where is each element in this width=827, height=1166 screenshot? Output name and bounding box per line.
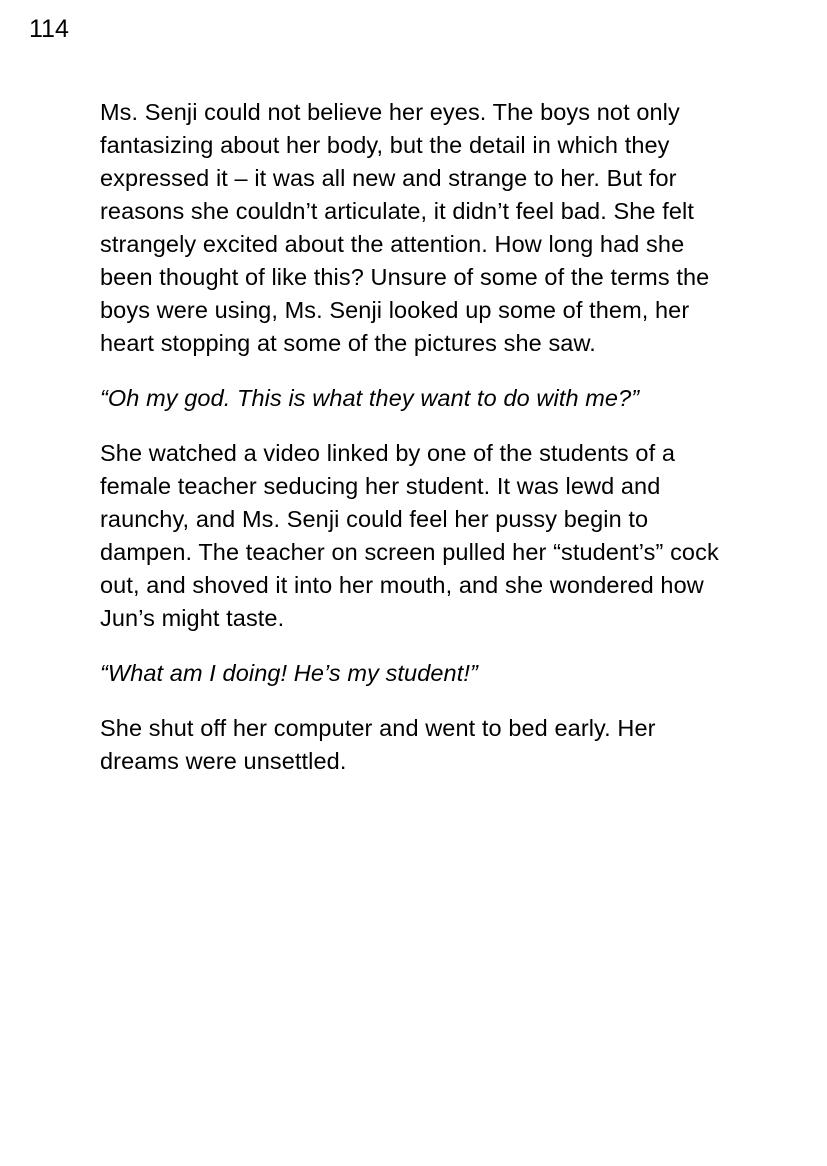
paragraph: Ms. Senji could not believe her eyes. The boys not only fantasizing about her body, but the detail in which they expressed it – it was all new and strange to her. But for reasons she couldn’t articulate, it didn’t feel bad. She felt strangely excited about the attention. How long had she been thought of like this? Unsure of some of the terms the boys were using, Ms. Senji looked up some of them, her heart stopping at some of the pictures she saw. <box>100 99 710 356</box>
paragraph: She watched a video linked by one of the students of a female teacher seducing her student. It was lewd and raunchy, and Ms. Senji could feel her pussy begin to dampen. The teacher on screen pulled her “student’s” cock out, and shoved it into her mouth, and she wondered how Jun’s might taste. <box>100 440 719 631</box>
paragraph-quote: “Oh my god. This is what they want to do with me?” <box>100 385 640 411</box>
page-number: 114 <box>29 15 69 43</box>
paragraph: She shut off her computer and went to bed early. Her dreams were unsettled. <box>100 715 656 774</box>
paragraph-quote: “What am I doing! He’s my student!” <box>100 660 478 686</box>
page-body <box>100 96 720 778</box>
